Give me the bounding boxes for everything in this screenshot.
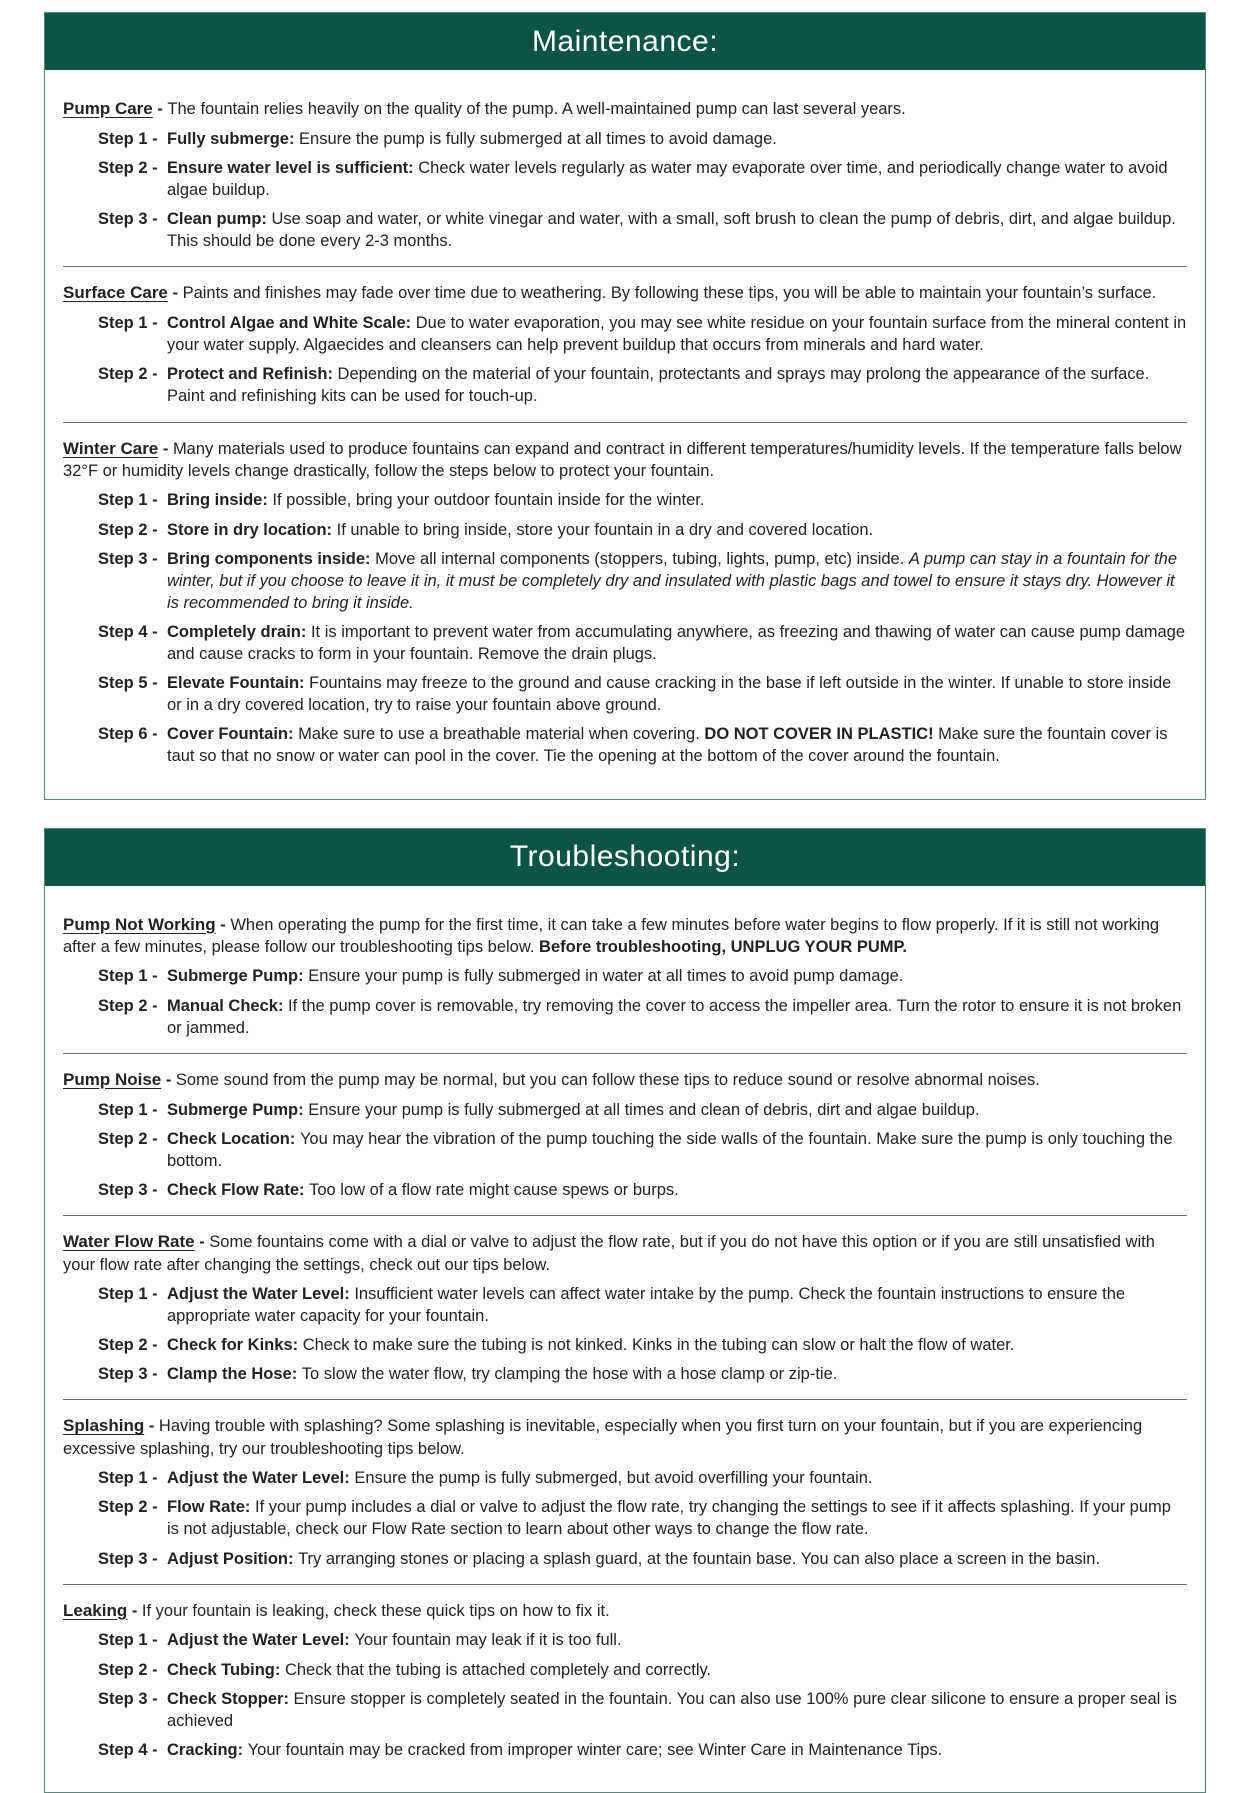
text-segment: Too low of a flow rate might cause spews or burps. — [309, 1180, 679, 1199]
section-surface-care — [63, 282, 1187, 407]
section-intro — [63, 914, 1187, 959]
section-divider — [63, 1584, 1187, 1585]
panel-title: Maintenance: — [531, 24, 719, 58]
step-text — [167, 1659, 1187, 1681]
step-text — [167, 1363, 1187, 1385]
step-text — [167, 1283, 1187, 1327]
text-segment: You may hear the vibration of the pump touching the side walls of the fountain. Make sure the pump is only touching the bottom. — [167, 1129, 1173, 1170]
text-segment: Many materials used to produce fountains can expand and contract in different temperatures/humidity levels. If the temperature falls below 32°F or humidity levels change drastically, follow the steps below to protect your fountain. — [63, 439, 1182, 481]
step-row — [98, 1659, 1187, 1681]
step-label: Check Stopper: — [167, 1689, 294, 1708]
section-intro — [63, 1069, 1187, 1092]
step-text — [167, 312, 1187, 356]
step-text — [167, 995, 1187, 1039]
step-row — [98, 1179, 1187, 1201]
text-segment: If your fountain is leaking, check these quick tips on how to fix it. — [141, 1601, 610, 1620]
heading-dash: - — [158, 439, 173, 458]
step-text — [167, 128, 1187, 150]
step-text — [167, 672, 1187, 716]
step-number: Step 6 - — [98, 725, 158, 744]
section-heading: Winter Care — [63, 438, 159, 458]
step-number: Step 3 - — [98, 1549, 158, 1568]
step-label: Control Algae and White Scale: — [167, 314, 416, 333]
step-number: Step 3 - — [98, 549, 158, 568]
step-row — [98, 672, 1187, 716]
step-number: Step 1 - — [98, 1284, 158, 1303]
section-pump-care — [63, 98, 1187, 252]
text-segment: Due to water evaporation, you may see white residue on your fountain surface from the mineral content in your water supply. Algaecides and cleansers can help prevent buildup that occurs from minerals and hard water. — [167, 314, 1187, 355]
step-label: Flow Rate: — [167, 1498, 256, 1517]
step-row — [98, 1629, 1187, 1651]
step-text — [167, 519, 1187, 541]
text-segment: Depending on the material of your fountain, protectants and sprays may prolong the appearance of the surface. Paint and refinishing kits can be used for touch-up. — [167, 365, 1150, 406]
text-segment: Fountains may freeze to the ground and cause cracking in the base if left outside in the winter. If unable to store inside or in a dry covered location, try to raise your fountain above ground. — [167, 674, 1172, 715]
panel-header — [45, 829, 1205, 886]
text-segment: Ensure your pump is fully submerged in water at all times to avoid pump damage. — [308, 967, 904, 986]
text-segment: If possible, bring your outdoor fountain inside for the winter. — [272, 491, 705, 510]
text-segment: Your fountain may leak if it is too full. — [354, 1631, 622, 1650]
step-row — [98, 1283, 1187, 1327]
step-number: Step 2 - — [98, 520, 158, 539]
text-segment: Make sure to use a breathable material when covering. — [298, 725, 705, 744]
step-label: Check Location: — [167, 1129, 300, 1148]
step-text — [167, 1179, 1187, 1201]
text-segment: Move all internal components (stoppers, tubing, lights, pump, etc) inside. — [375, 549, 909, 568]
text-segment: It is important to prevent water from accumulating anywhere, as freezing and thawing of water can cause pump damage and cause cracks to form in your fountain. Remove the drain plugs. — [167, 622, 1185, 664]
step-text — [167, 621, 1187, 665]
section-water-flow-rate — [63, 1231, 1187, 1385]
step-number: Step 5 - — [98, 674, 158, 693]
text-segment: Try arranging stones or placing a splash guard, at the fountain base. You can also place a screen in the basin. — [298, 1549, 1101, 1568]
heading-dash: - — [194, 1233, 210, 1251]
text-segment: Ensure the pump is fully submerged, but avoid overfilling your fountain. — [354, 1469, 873, 1488]
step-text — [167, 1496, 1187, 1540]
step-text — [167, 1548, 1187, 1570]
text-segment: If the pump cover is removable, try removing the cover to access the impeller area. Turn the rotor to ensure it is not broken or jammed. — [167, 996, 1182, 1037]
step-label: Manual Check: — [167, 996, 289, 1015]
section-heading: Water Flow Rate — [63, 1232, 195, 1251]
panel-header — [45, 13, 1205, 70]
step-row — [98, 1099, 1187, 1121]
step-label: Submerge Pump: — [167, 967, 309, 986]
text-segment: Before troubleshooting, UNPLUG YOUR PUMP. — [539, 938, 907, 957]
step-label: Ensure water level is sufficient: — [167, 158, 419, 177]
step-number: Step 1 - — [98, 129, 158, 148]
heading-dash: - — [215, 915, 231, 934]
step-label: Check Flow Rate: — [167, 1180, 310, 1199]
step-label: Check Tubing: — [167, 1660, 285, 1679]
section-intro — [63, 1600, 1187, 1623]
step-row — [98, 1496, 1187, 1540]
text-segment: Some fountains come with a dial or valve to adjust the flow rate, but if you do not have this option or if you are still unsatisfied with your flow rate after changing the settings, check out our tips below. — [63, 1233, 1155, 1274]
step-number: Step 3 - — [98, 1365, 158, 1384]
step-number: Step 2 - — [98, 996, 158, 1015]
step-row — [98, 363, 1187, 407]
panel-title: Troubleshooting: — [509, 840, 741, 874]
step-number: Step 3 - — [98, 1689, 158, 1708]
text-segment: If unable to bring inside, store your fountain in a dry and covered location. — [336, 520, 874, 539]
step-row — [98, 621, 1187, 665]
step-row — [98, 1334, 1187, 1356]
step-text — [167, 1688, 1187, 1732]
text-segment: Check to make sure the tubing is not kinked. Kinks in the tubing can slow or halt the flow of water. — [302, 1336, 1015, 1355]
step-row — [98, 157, 1187, 201]
step-number: Step 2 - — [98, 1660, 158, 1679]
text-segment: Paints and finishes may fade over time due to weathering. By following these tips, you will be able to maintain your fountain’s surface. — [182, 284, 1157, 303]
step-row — [98, 312, 1187, 356]
text-segment: Some sound from the pump may be normal, but you can follow these tips to reduce sound or resolve abnormal noises. — [175, 1070, 1040, 1089]
text-segment: Insufficient water levels can affect water intake by the pump. Check the fountain instructions to ensure the appropriate water capacity for your fountain. — [167, 1284, 1126, 1325]
text-segment: DO NOT COVER IN PLASTIC! — [704, 725, 934, 744]
step-number: Step 1 - — [98, 491, 158, 510]
step-row — [98, 995, 1187, 1039]
section-leaking — [63, 1600, 1187, 1761]
step-label: Adjust Position: — [167, 1549, 299, 1568]
step-row — [98, 1739, 1187, 1761]
step-text — [167, 363, 1187, 407]
step-label: Bring components inside: — [167, 549, 376, 568]
text-segment: Check water levels regularly as water may evaporate over time, and periodically change water to avoid algae buildup. — [167, 158, 1168, 199]
heading-dash: - — [144, 1417, 159, 1436]
step-text — [167, 965, 1187, 987]
text-segment: Your fountain may be cracked from improper winter care; see Winter Care in Maintenance Tips. — [247, 1740, 943, 1759]
step-row — [98, 1688, 1187, 1732]
step-label: Adjust the Water Level: — [167, 1284, 355, 1303]
maintenance-panel — [44, 12, 1206, 800]
step-label: Protect and Refinish: — [167, 365, 338, 384]
section-divider — [63, 1399, 1187, 1400]
step-text — [167, 548, 1187, 614]
step-number: Step 2 - — [98, 1498, 158, 1517]
section-intro — [63, 438, 1187, 483]
section-intro — [63, 1231, 1187, 1276]
step-label: Store in dry location: — [167, 520, 337, 539]
step-label: Completely drain: — [167, 622, 311, 641]
step-number: Step 1 - — [98, 1631, 158, 1650]
section-divider — [63, 1215, 1187, 1216]
section-winter-care — [63, 438, 1187, 768]
step-row — [98, 965, 1187, 987]
text-segment: A pump can stay in a fountain for the winter, but if you choose to leave it in, it must be completely dry and insulated with plastic bags and towel to ensure it stays dry. However it is recommended to bring it inside. — [167, 549, 1178, 612]
step-number: Step 1 - — [98, 1100, 158, 1119]
step-label: Check for Kinks: — [167, 1336, 303, 1355]
step-row — [98, 519, 1187, 541]
step-row — [98, 1128, 1187, 1172]
step-label: Clamp the Hose: — [167, 1365, 302, 1384]
step-label: Cracking: — [167, 1740, 248, 1759]
step-number: Step 1 - — [98, 1469, 158, 1488]
step-number: Step 2 - — [98, 1336, 158, 1355]
section-divider — [63, 1053, 1187, 1054]
step-number: Step 1 - — [98, 967, 158, 986]
step-number: Step 2 - — [98, 1129, 158, 1148]
step-text — [167, 1629, 1187, 1651]
step-label: Cover Fountain: — [167, 725, 299, 744]
step-row — [98, 548, 1187, 614]
panel-body — [45, 70, 1205, 799]
text-segment: Ensure stopper is completely seated in the fountain. You can also use 100% pure clear silicone to ensure a proper seal is achieved — [167, 1689, 1177, 1730]
section-intro — [63, 282, 1187, 305]
step-text — [167, 723, 1187, 767]
text-segment: Make sure the fountain cover is taut so that no snow or water can pool in the cover. Tie the opening at the bottom of the cover around the fountain. — [167, 725, 1168, 766]
text-segment: Ensure the pump is fully submerged at all times to avoid damage. — [299, 129, 777, 148]
text-segment: If your pump includes a dial or valve to adjust the flow rate, try changing the settings to see if it affects splashing. If your pump is not adjustable, check our Flow Rate section to learn about other ways to change the flow rate. — [167, 1498, 1171, 1539]
section-heading: Pump Care — [63, 99, 153, 118]
section-pump-noise — [63, 1069, 1187, 1201]
text-segment: Ensure your pump is fully submerged at all times and clean of debris, dirt and algae buildup. — [308, 1100, 980, 1119]
step-text — [167, 1099, 1187, 1121]
step-number: Step 3 - — [98, 1180, 158, 1199]
step-label: Elevate Fountain: — [167, 674, 310, 693]
step-number: Step 1 - — [98, 314, 158, 333]
step-text — [167, 1334, 1187, 1356]
text-segment: The fountain relies heavily on the quality of the pump. A well-maintained pump can last several years. — [167, 100, 906, 118]
step-text — [167, 1739, 1187, 1761]
step-label: Adjust the Water Level: — [167, 1469, 355, 1488]
step-label: Submerge Pump: — [167, 1100, 309, 1119]
step-label: Adjust the Water Level: — [167, 1631, 355, 1650]
text-segment: To slow the water flow, try clamping the hose with a hose clamp or zip-tie. — [301, 1365, 838, 1384]
heading-dash: - — [167, 284, 183, 303]
step-label: Bring inside: — [167, 491, 273, 510]
step-row — [98, 723, 1187, 767]
step-row — [98, 1548, 1187, 1570]
step-row — [98, 208, 1187, 252]
step-text — [167, 1467, 1187, 1489]
section-heading: Splashing — [63, 1416, 145, 1436]
step-text — [167, 1128, 1187, 1172]
step-number: Step 2 - — [98, 158, 158, 177]
step-number: Step 4 - — [98, 1740, 158, 1759]
step-number: Step 4 - — [98, 622, 158, 641]
text-segment: Use soap and water, or white vinegar and water, with a small, soft brush to clean the pump of debris, dirt, and algae buildup. This should be done every 2-3 months. — [167, 210, 1176, 251]
step-label: Clean pump: — [167, 210, 272, 229]
section-intro — [63, 98, 1187, 121]
step-text — [167, 208, 1187, 252]
heading-dash: - — [161, 1070, 176, 1089]
heading-dash: - — [127, 1601, 142, 1620]
section-divider — [63, 266, 1187, 267]
step-row — [98, 1467, 1187, 1489]
section-intro — [63, 1415, 1187, 1460]
section-heading: Leaking — [63, 1600, 128, 1620]
section-heading: Pump Not Working — [63, 914, 216, 934]
section-pump-not-working — [63, 914, 1187, 1039]
step-row — [98, 1363, 1187, 1385]
step-row — [98, 489, 1187, 511]
section-splashing — [63, 1415, 1187, 1569]
step-text — [167, 157, 1187, 201]
section-heading: Pump Noise — [63, 1069, 162, 1089]
panel-body — [45, 886, 1205, 1792]
text-segment: Having trouble with splashing? Some splashing is inevitable, especially when you first turn on your fountain, but if you are experiencing excessive splashing, try our troubleshooting tips below. — [63, 1417, 1143, 1459]
section-heading: Surface Care — [63, 283, 168, 303]
step-row — [98, 128, 1187, 150]
step-number: Step 2 - — [98, 365, 158, 384]
heading-dash: - — [152, 100, 168, 118]
section-divider — [63, 422, 1187, 423]
step-number: Step 3 - — [98, 210, 158, 229]
text-segment: When operating the pump for the first time, it can take a few minutes before water begins to flow properly. If it is still not working after a few minutes, please follow our troubleshooting tips below. — [63, 915, 1160, 957]
troubleshooting-panel — [44, 828, 1206, 1793]
step-text — [167, 489, 1187, 511]
text-segment: Check that the tubing is attached completely and correctly. — [284, 1660, 712, 1679]
step-label: Fully submerge: — [167, 129, 300, 148]
